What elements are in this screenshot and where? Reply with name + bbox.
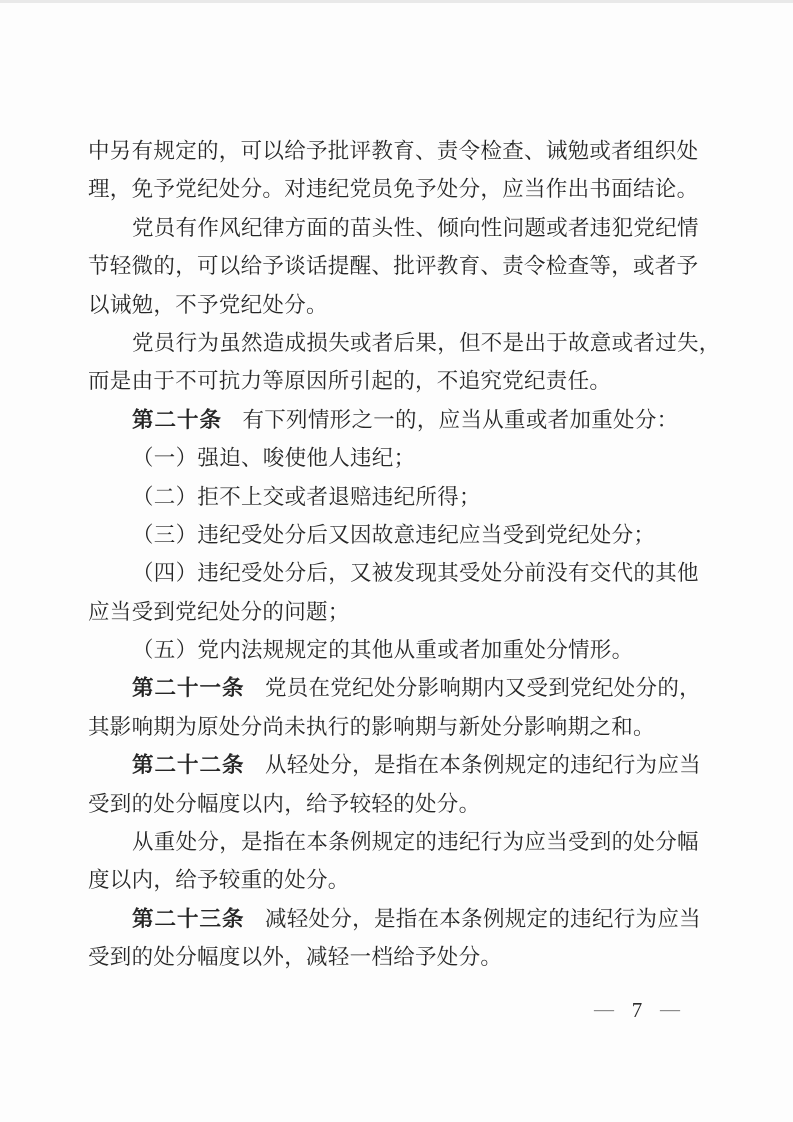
article-number: 第二十条 [132, 407, 223, 432]
text-line [88, 669, 728, 707]
line-text: 减轻处分，是指在本条例规定的违纪行为应当 [264, 906, 701, 931]
page-number [594, 996, 680, 1024]
line-text: 节轻微的，可以给予谈话提醒、批评教育、责令检查等，或者予 [88, 254, 699, 279]
line-text: （四）违纪受处分后，又被发现其受处分前没有交代的其他 [132, 561, 699, 586]
text-line [88, 516, 728, 554]
text-line [88, 861, 728, 899]
text-line [88, 708, 728, 746]
line-text: 从重处分，是指在本条例规定的违纪行为应当受到的处分幅 [132, 830, 699, 855]
line-text: 中另有规定的，可以给予批评教育、责令检查、诫勉或者组织处 [88, 139, 699, 163]
text-line [88, 247, 728, 285]
line-text: 从轻处分，是指在本条例规定的违纪行为应当 [264, 753, 701, 778]
text-line [88, 132, 728, 170]
line-text: 其影响期为原处分尚未执行的影响期与新处分影响期之和。 [88, 714, 655, 739]
line-text: （三）违纪受处分后又因故意违纪应当受到党纪处分； [132, 522, 656, 547]
article-number: 第二十三条 [132, 906, 245, 931]
line-text: （一）强迫、唆使他人违纪； [132, 446, 416, 471]
line-text: （二）拒不上交或者退赔违纪所得； [132, 484, 481, 509]
line-text: 以诫勉，不予党纪处分。 [88, 292, 328, 317]
text-line [88, 439, 728, 477]
text-line [88, 823, 728, 861]
text-line [88, 593, 728, 631]
line-text: 受到的处分幅度以外，减轻一档给予处分。 [88, 945, 503, 970]
text-line [88, 746, 728, 784]
line-text: 党员在党纪处分影响期内又受到党纪处分的， [264, 676, 701, 701]
text-line [88, 401, 728, 439]
text-line [88, 286, 728, 324]
line-text: 而是由于不可抗力等原因所引起的，不追究党纪责任。 [88, 369, 612, 394]
text-line [88, 362, 728, 400]
document-lines [88, 132, 728, 977]
line-text: 党员有作风纪律方面的苗头性、倾向性问题或者违犯党纪情 [132, 215, 699, 240]
line-text: 受到的处分幅度以内，给予较轻的处分。 [88, 791, 481, 816]
text-line [88, 785, 728, 823]
text-line [88, 631, 728, 669]
text-line [88, 938, 728, 976]
text-line [88, 900, 728, 938]
footer-dash-left: — [594, 1001, 614, 1018]
article-number: 第二十二条 [132, 753, 245, 778]
line-text: 应当受到党纪处分的问题； [88, 599, 350, 624]
text-line [88, 554, 728, 592]
line-text: 度以内，给予较重的处分。 [88, 868, 350, 893]
text-line [88, 209, 728, 247]
scan-edge-artifact [0, 0, 793, 3]
text-line [88, 324, 728, 362]
line-text: 有下列情形之一的，应当从重或者加重处分： [242, 407, 679, 432]
footer-dash-right: — [660, 1001, 680, 1018]
text-line [88, 170, 728, 208]
line-text: 党员行为虽然造成损失或者后果，但不是出于故意或者过失， [132, 330, 721, 355]
line-text: （五）党内法规规定的其他从重或者加重处分情形。 [132, 638, 634, 663]
line-text: 理，免予党纪处分。对违纪党员免予处分，应当作出书面结论。 [88, 177, 699, 202]
article-number: 第二十一条 [132, 676, 245, 701]
footer-page-number: 7 [631, 997, 643, 1022]
text-line [88, 478, 728, 516]
